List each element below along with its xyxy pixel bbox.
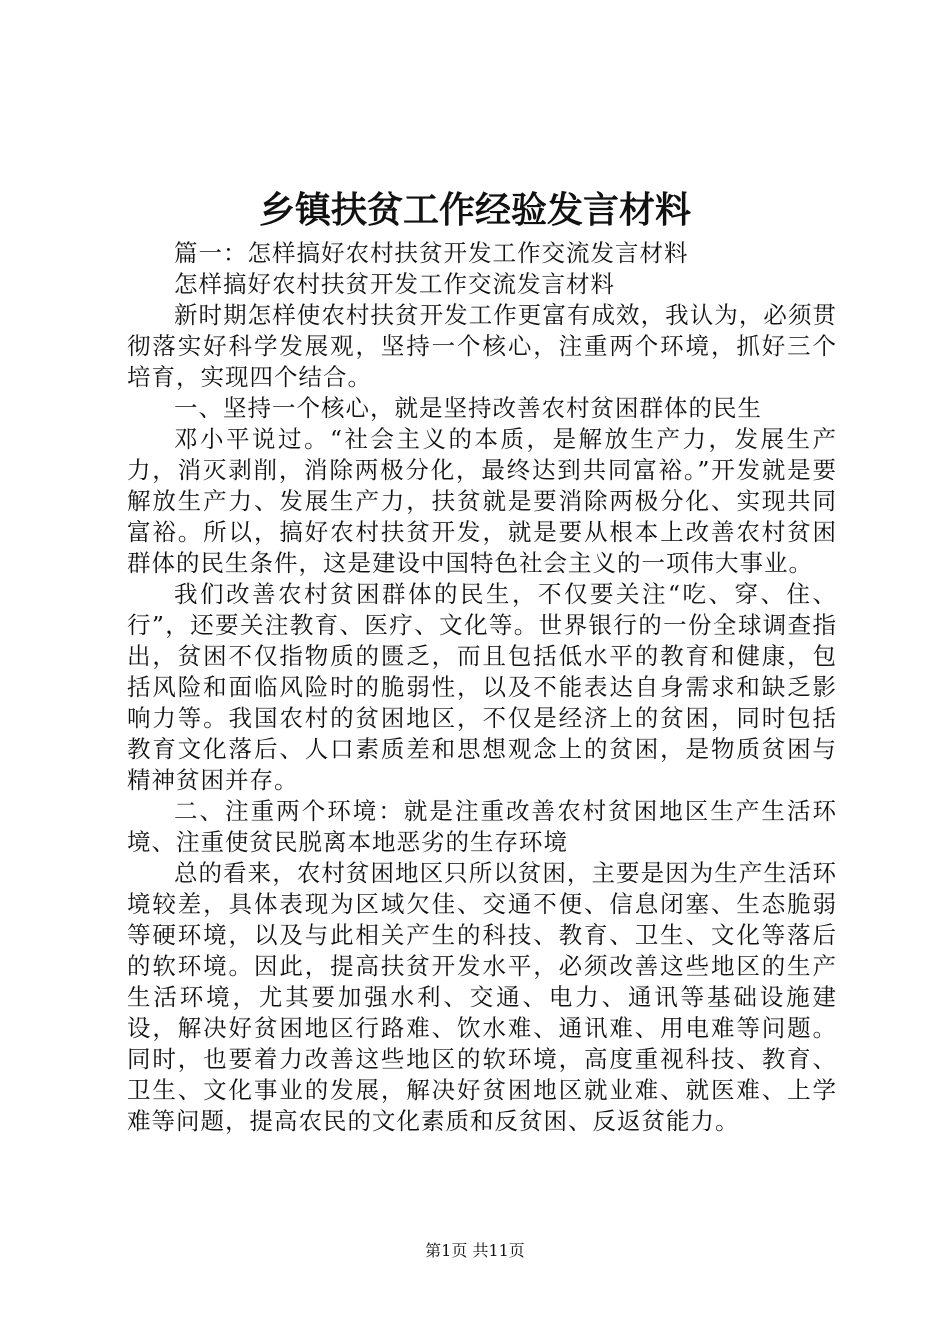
paragraph-section-one-heading: 一、坚持一个核心，就是坚持改善农村贫困群体的民生 — [174, 394, 762, 422]
paragraph-body: 邓小平说过。“社会主义的本质，是解放生产力，发展生产力，消灭剥削，消除两极分化，最终达到共同富裕。”开发就是要解放生产力、发展生产力，扶贫就是要消除两极分化、实现共同富裕。所以，搞好农村扶贫开发，就是要从根本上改善农村贫困群体的民生条件，这是建设中国特色社会主义的一项伟大事业。 — [127, 425, 837, 577]
document-body — [127, 238, 837, 1137]
paragraph-intro: 新时期怎样使农村扶贫开发工作更富有成效，我认为，必须贯彻落实好科学发展观，坚持一个核心，注重两个环境，抓好三个培育，实现四个结合。 — [127, 301, 837, 391]
paragraph-section-two-heading: 二、注重两个环境：就是注重改善农村贫困地区生产生活环境、注重使贫民脱离本地恶劣的生存环境 — [127, 797, 837, 856]
page-number-footer: 第1页 共11页 — [425, 1241, 525, 1260]
document-title: 乡镇扶贫工作经验发言材料 — [258, 189, 691, 231]
paragraph-body: 我们改善农村贫困群体的民生，不仅要关注“吃、穿、住、行”，还要关注教育、医疗、文化等。世界银行的一份全球调查指出，贫困不仅指物质的匮乏，而且包括低水平的教育和健康，包括风险和面临风险时的脆弱性，以及不能表达自身需求和缺乏影响力等。我国农村的贫困地区，不仅是经济上的贫困，同时包括教育文化落后、人口素质差和思想观念上的贫困，是物质贫困与精神贫困并存。 — [127, 580, 837, 794]
paragraph-chapter-heading: 篇一：怎样搞好农村扶贫开发工作交流发言材料 — [174, 239, 689, 267]
paragraph-subtitle: 怎样搞好农村扶贫开发工作交流发言材料 — [174, 270, 615, 298]
paragraph-body: 总的看来，农村贫困地区只所以贫困，主要是因为生产生活环境较差，具体表现为区域欠佳、交通不便、信息闭塞、生态脆弱等硬环境，以及与此相关产生的科技、教育、卫生、文化等落后的软环境。因此，提高扶贫开发水平，必须改善这些地区的生产生活环境，尤其要加强水利、交通、电力、通讯等基础设施建设，解决好贫困地区行路难、饮水难、通讯难、用电难等问题。同时，也要着力改善这些地区的软环境，高度重视科技、教育、卫生、文化事业的发展，解决好贫困地区就业难、就医难、上学难等问题，提高农民的文化素质和反贫困、反返贫能力。 — [127, 859, 837, 1135]
